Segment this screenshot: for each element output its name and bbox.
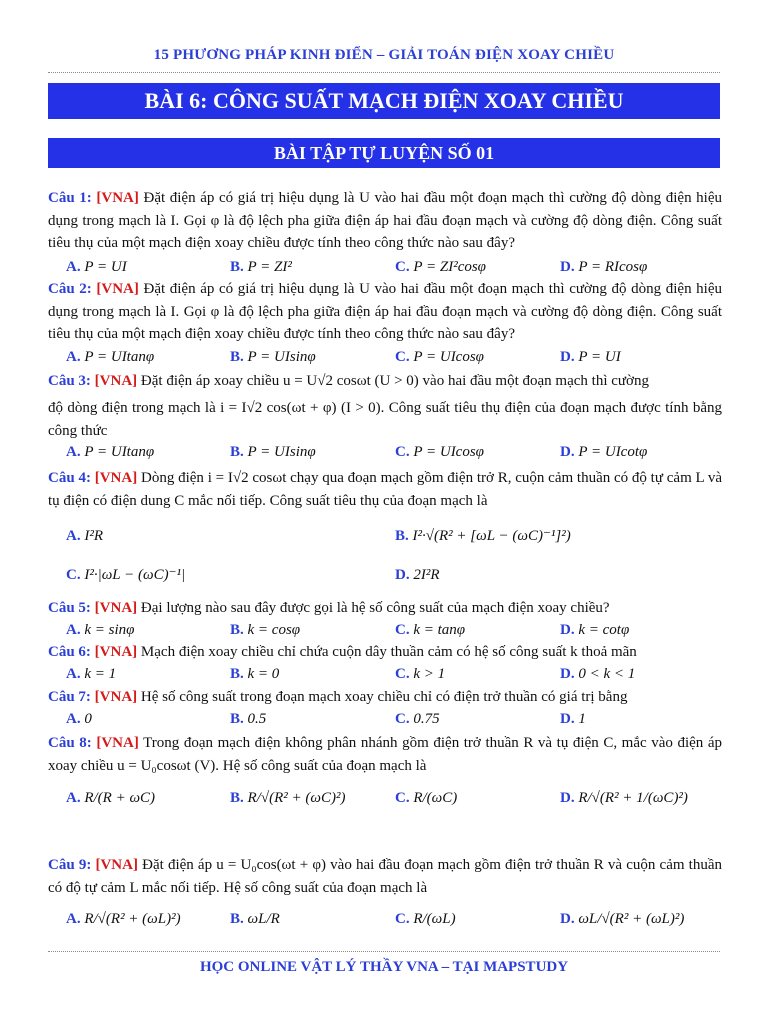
option-d: 2I²R xyxy=(413,567,440,583)
question-text: Mạch điện xoay chiều chỉ chứa cuộn dây thuần cảm có hệ số công suất k thoả mãn xyxy=(140,644,637,660)
question-number: Câu 2: xyxy=(48,281,92,297)
option-d: P = UI xyxy=(578,349,621,365)
question-tag: [VNA] xyxy=(96,735,139,751)
options-row: A. k = 1 B. k = 0 C. k > 1 D. 0 < k < 1 xyxy=(66,666,636,682)
option-b: R/√(R² + (ωC)²) xyxy=(247,790,346,806)
option-b: ωL/R xyxy=(247,911,280,927)
option-c: R/(ωC) xyxy=(413,790,458,806)
question-text: Dòng điện i = I√2 cosωt chạy qua đoạn mạch gồm điện trở R, cuộn cảm thuần có độ tự cảm L và tụ điện có điện dung C mắc nối tiếp. Công suất tiêu thụ của đoạn mạch là xyxy=(48,470,723,509)
footer-divider xyxy=(48,951,720,952)
question-9 xyxy=(48,854,722,899)
question-6 xyxy=(48,641,722,664)
question-3-continued xyxy=(48,397,722,442)
question-tag: [VNA] xyxy=(95,857,138,873)
question-5 xyxy=(48,597,722,620)
document-header: 15 PHƯƠNG PHÁP KINH ĐIỂN – GIẢI TOÁN ĐIỆN XOAY CHIỀU xyxy=(153,47,615,63)
option-a: P = UItanφ xyxy=(84,349,155,365)
question-text: Đại lượng nào sau đây được gọi là hệ số công suất của mạch điện xoay chiều? xyxy=(140,600,610,616)
question-tag: [VNA] xyxy=(94,470,138,486)
question-number: Câu 4: xyxy=(48,470,91,486)
option-c: P = UIcosφ xyxy=(413,349,484,365)
question-text: Trong đoạn mạch điện không phân nhánh gồm điện trở thuần R và tụ điện C, mắc vào điện áp xoay chiều u = U₀cosωt (V). Hệ số công suất của đoạn mạch là xyxy=(48,735,723,774)
question-number: Câu 8: xyxy=(48,735,92,751)
question-3 xyxy=(48,370,722,393)
option-b: P = UIsinφ xyxy=(247,444,316,460)
option-d: k = cotφ xyxy=(578,622,630,638)
question-number: Câu 7: xyxy=(48,689,91,705)
question-1 xyxy=(48,187,722,255)
option-b: P = ZI² xyxy=(247,259,292,275)
question-number: Câu 6: xyxy=(48,644,91,660)
options-row: A. R/(R + ωC) B. R/√(R² + (ωC)²) C. R/(ωC) D. R/√(R² + 1/(ωC)²) xyxy=(66,790,688,806)
option-a: P = UI xyxy=(84,259,127,275)
option-d: ωL/√(R² + (ωL)²) xyxy=(578,911,685,927)
question-2 xyxy=(48,278,722,346)
question-8 xyxy=(48,732,722,777)
options-row: A. 0 B. 0.5 C. 0.75 D. 1 xyxy=(66,711,586,727)
header-divider xyxy=(48,72,720,73)
question-tag: [VNA] xyxy=(94,689,138,705)
option-b: 0.5 xyxy=(247,711,267,727)
options-row: A. I²R B. I²·√(R² + [ωL − (ωC)⁻¹]²) xyxy=(66,528,571,544)
option-b: k = 0 xyxy=(247,666,280,682)
option-b: I²·√(R² + [ωL − (ωC)⁻¹]²) xyxy=(412,528,571,544)
options-row: A. P = UI B. P = ZI² C. P = ZI²cosφ D. P = RIcosφ xyxy=(66,259,648,275)
option-d: P = RIcosφ xyxy=(578,259,648,275)
option-d: P = UIcotφ xyxy=(578,444,648,460)
option-c: P = ZI²cosφ xyxy=(413,259,486,275)
option-d: 0 < k < 1 xyxy=(578,666,636,682)
options-row: A. k = sinφ B. k = cosφ C. k = tanφ D. k = cotφ xyxy=(66,622,630,638)
options-row: A. P = UItanφ B. P = UIsinφ C. P = UIcosφ D. P = UI xyxy=(66,349,621,365)
question-number: Câu 3: xyxy=(48,373,91,389)
section-title: BÀI TẬP TỰ LUYỆN SỐ 01 xyxy=(48,138,720,168)
question-tag: [VNA] xyxy=(96,190,139,206)
options-row: A. R/√(R² + (ωL)²) B. ωL/R C. R/(ωL) D. ωL/√(R² + (ωL)²) xyxy=(66,911,685,927)
option-a: 0 xyxy=(84,711,92,727)
option-c: P = UIcosφ xyxy=(413,444,484,460)
question-tag: [VNA] xyxy=(96,281,139,297)
option-a: I²R xyxy=(84,528,103,544)
option-c: R/(ωL) xyxy=(413,911,456,927)
option-c: k > 1 xyxy=(413,666,446,682)
option-d: R/√(R² + 1/(ωC)²) xyxy=(578,790,688,806)
option-a: k = sinφ xyxy=(84,622,135,638)
question-7 xyxy=(48,686,722,709)
question-tag: [VNA] xyxy=(94,644,138,660)
option-d: 1 xyxy=(578,711,586,727)
option-b: k = cosφ xyxy=(247,622,301,638)
question-text: Đặt điện áp u = U₀cos(ωt + φ) vào hai đầu đoạn mạch gồm điện trở thuần R và cuộn cảm thuần có độ tự cảm L mắc nối tiếp. Hệ số công suất của đoạn mạch là xyxy=(48,857,722,896)
options-row: C. I²·|ωL − (ωC)⁻¹| D. 2I²R xyxy=(66,567,440,583)
question-4 xyxy=(48,467,722,512)
options-row: A. P = UItanφ B. P = UIsinφ C. P = UIcosφ D. P = UIcotφ xyxy=(66,444,648,460)
question-text: Đặt điện áp có giá trị hiệu dụng là U vào hai đầu một đoạn mạch thì cường độ dòng điện hiệu dụng trong mạch là I. Gọi φ là độ lệch pha giữa điện áp hai đầu đoạn mạch và cường độ dòng điện. Công suất tiêu thụ của một mạch điện xoay chiều được tính theo công thức nào sau đây? xyxy=(48,281,722,342)
question-number: Câu 1: xyxy=(48,190,92,206)
option-a: R/√(R² + (ωL)²) xyxy=(84,911,181,927)
question-text: Đặt điện áp có giá trị hiệu dụng là U vào hai đầu một đoạn mạch thì cường độ dòng điện hiệu dụng trong mạch là I. Gọi φ là độ lệch pha giữa điện áp hai đầu đoạn mạch và cường độ dòng điện. Công suất tiêu thụ của một mạch điện xoay chiều được tính theo công thức nào sau đây? xyxy=(48,190,722,251)
question-number: Câu 9: xyxy=(48,857,92,873)
question-tag: [VNA] xyxy=(94,600,138,616)
option-a: R/(R + ωC) xyxy=(84,790,156,806)
option-c: k = tanφ xyxy=(413,622,466,638)
option-a: k = 1 xyxy=(84,666,117,682)
question-text: Hệ số công suất trong đoạn mạch xoay chiều chỉ có điện trở thuần có giá trị bằng xyxy=(140,689,628,705)
option-c: I²·|ωL − (ωC)⁻¹| xyxy=(84,567,186,583)
option-c: 0.75 xyxy=(413,711,440,727)
question-tag: [VNA] xyxy=(94,373,138,389)
question-text: độ dòng điện trong mạch là i = I√2 cos(ωt + φ) (I > 0). Công suất tiêu thụ điện của đoạn mạch được tính bằng công thức xyxy=(48,400,722,439)
lesson-title: BÀI 6: CÔNG SUẤT MẠCH ĐIỆN XOAY CHIỀU xyxy=(48,83,720,119)
question-number: Câu 5: xyxy=(48,600,91,616)
question-text: Đặt điện áp xoay chiều u = U√2 cosωt (U > 0) vào hai đầu một đoạn mạch thì cường xyxy=(140,373,649,389)
document-footer: HỌC ONLINE VẬT LÝ THẦY VNA – TẠI MAPSTUDY xyxy=(199,959,569,975)
option-a: P = UItanφ xyxy=(84,444,155,460)
option-b: P = UIsinφ xyxy=(247,349,316,365)
